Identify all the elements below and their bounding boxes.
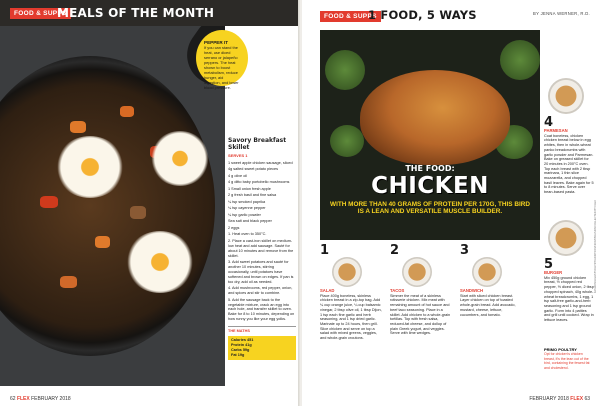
- way-tacos: [390, 244, 452, 336]
- byline: BY JENNA WERNER, R.D.: [533, 11, 590, 16]
- recipe-column: [228, 138, 296, 360]
- way-name: SALAD: [320, 288, 335, 293]
- ingredient: 2 g fresh basil and fine salsa: [228, 193, 277, 198]
- way-text: Place 400g boneless, skinless chicken breast in a zip-top bag. Add ¼ cup orange juice, ¼ cup balsamic vinegar, 2 tbsp olive oil, 1 tbsp Dijon, 1 tsp each fine garlic and herb seasoning, and 1 tsp dried garlic. Marinate up to 24 hours, then grill. Slice chicken and serve on top a salad with mixed greens, veggies, and whole-grain croutons.: [320, 293, 382, 341]
- way-name: TACOS: [390, 288, 405, 293]
- folio-brand: FLEX: [570, 396, 584, 402]
- callout-body: If you can stand the heat, use diced serrano or jalapeño peppers. The heat shown to boost metabolism, reduce hunger, aid digestion, and lower blood pressure.: [204, 45, 239, 90]
- way-number: 5: [544, 257, 554, 272]
- page-title: 1 FOOD, 5 WAYS: [368, 8, 477, 22]
- fried-egg: [125, 231, 195, 293]
- callout-heading: PEPPER IT: [204, 40, 228, 45]
- way-number: 3: [460, 243, 470, 258]
- fried-egg: [55, 136, 125, 198]
- way-parmesan: [544, 78, 594, 195]
- recipe-step: 2. Place a cast-iron skillet on medium-low heat and add sausage. Sauté for about 10 minutes and remove from the skillet.: [228, 238, 294, 258]
- sweet-potato-piece: [70, 121, 86, 133]
- brussels-sprouts: [500, 40, 540, 80]
- way-text: Simmer the meat of a skinless rotisserie chicken. Mix meat with remaining amount of hot sauce and beef taco seasoning. Place in a skillet. Add chicken to a whole-grain tortillas. Top with fresh salsa, reduced-fat cheese, and dollop of plain Greek yogurt, and veggies. Serve with lime wedges.: [390, 293, 451, 336]
- way-number: 1: [320, 243, 330, 258]
- way-name: SANDWICH: [460, 288, 484, 293]
- tacos-thumbnail: [402, 257, 432, 287]
- recipe-step: 3. Add sweet potatoes and sauté for another 10 minutes, stirring occasionally, until potatoes have softened and brown on edges. If pan is too dry, add oil as needed.: [228, 260, 294, 284]
- recipe-title: Savory Breakfast Skillet: [228, 137, 287, 151]
- chicken-hero-panel: [320, 30, 540, 240]
- ingredient: ¼ tsp garlic powder: [228, 212, 261, 217]
- ingredient: 4g salted sweet potato pieces: [228, 167, 279, 172]
- brussels-sprouts: [330, 125, 364, 157]
- left-folio: [10, 396, 71, 402]
- vertical-credit: FASHION/LIGHT/POULTRY/ADDITION/FROM BRANDS/COLLECTED BY FLEX: [594, 200, 597, 294]
- sandwich-thumbnail: [472, 257, 502, 287]
- way-name: PARMESAN: [544, 128, 568, 133]
- way-number: 4: [544, 115, 554, 130]
- way-text: Coat boneless, chicken chicken breast below in egg whites, then in whole-wheat panko breadcrumbs with garlic powder and Parmesan. Bake on greased skillet for 20 minutes in 200°C oven. Top each breast with 2 tbsp marinara, 1 thin slice mozzarella, and chopped basil leaves. Bake again for 5 to 8 minutes. Serve over bean-based pasta.: [544, 133, 594, 195]
- steps-list: [228, 232, 296, 322]
- section-tag: FOOD & SUPPS: [320, 11, 381, 22]
- hero-word: CHICKEN: [371, 173, 489, 199]
- ingredient: Sea salt and black pepper: [228, 219, 272, 224]
- mushroom-piece: [130, 206, 146, 219]
- nutrition-item: Carbs 59g: [231, 347, 250, 352]
- right-page: [302, 0, 600, 406]
- skillet-pan: [0, 56, 215, 356]
- left-header: [0, 0, 300, 26]
- nutrition-item: Protein 41g: [231, 343, 252, 347]
- roast-chicken: [360, 70, 510, 165]
- salad-thumbnail: [332, 257, 362, 287]
- page-number: 62: [10, 396, 16, 402]
- hero-subhead: WITH MORE THAN 40 GRAMS OF PROTEIN PER 170G, THIS BIRD IS A LEAN AND VERSATILE MUSCLE BUILDER.: [330, 201, 530, 216]
- page-number: 63: [584, 396, 590, 402]
- way-salad: [320, 244, 382, 341]
- way-text: Start with sliced chicken breast. Layer chicken on top of toasted whole-grain bread. Add avocado, mustard, cheese, lettuce, cucumbers, and tomato.: [460, 293, 516, 317]
- red-pepper-piece: [40, 196, 58, 208]
- poultry-heading: PRIMO POULTRY: [544, 347, 577, 352]
- recipe-step: 1. Heat oven to 350°C.: [228, 232, 267, 237]
- section-tag: FOOD & SUPPS: [10, 8, 71, 19]
- ingredients-list: [228, 161, 296, 231]
- nutrition-item: Fat 19g: [231, 352, 245, 357]
- folio-brand: FLEX: [16, 396, 30, 402]
- ingredient: 4 g olive oil: [228, 173, 247, 178]
- page-title: MEALS OF THE MONTH: [57, 6, 215, 20]
- burger-thumbnail: [548, 220, 584, 256]
- ingredient: ¼ tsp smoked paprika: [228, 199, 266, 204]
- poultry-text: Opt for chicken's chicken breast, it's the lean cut of the bird, containing the fewest fat and cholesterol.: [544, 352, 590, 370]
- right-folio: [529, 396, 590, 402]
- way-burger: [544, 220, 594, 323]
- sweet-potato-piece: [120, 106, 134, 117]
- ingredient: 4 g ditto baby portobello mushrooms: [228, 180, 290, 185]
- nutrition-block: [228, 326, 296, 360]
- recipe-step: 5. Add the sausage back to the vegetable mixture, crack an egg into each hole, and transfer skillet to oven. Bake for 8 to 10 minutes, depending on how runny you like your egg yolks.: [228, 297, 295, 322]
- ingredient: ¼ tsp cayenne pepper: [228, 206, 266, 211]
- ingredient: 1 Small onion fresh apple: [228, 186, 271, 191]
- recipe-serves: SERVES 1: [228, 153, 248, 158]
- ingredient: 1 sweet apple chicken sausage, sliced: [228, 160, 293, 165]
- way-number: 2: [390, 243, 400, 258]
- sweet-potato-piece: [60, 276, 77, 288]
- hero-kicker: THE FOOD:: [405, 164, 455, 173]
- ingredient: 2 eggs: [228, 225, 240, 230]
- fried-egg: [150, 131, 210, 186]
- nutrition-heading: THE MATHS: [228, 329, 250, 334]
- nutrition-item: Calories 451: [231, 338, 254, 343]
- folio-date: FEBRUARY 2018: [529, 396, 569, 402]
- sweet-potato-piece: [95, 236, 110, 248]
- nutrition-values: [228, 336, 296, 360]
- way-sandwich: [460, 244, 522, 317]
- parmesan-thumbnail: [548, 78, 584, 114]
- pepper-callout: [196, 30, 248, 90]
- skillet-photo: [0, 26, 225, 386]
- folio-date: FEBRUARY 2018: [31, 396, 71, 402]
- poultry-note: [544, 348, 592, 370]
- way-text: Mix 450g ground chicken breast, ½ chopped red pepper, ½ diced onion, 2 tbsp chopped spinach, 40g whole-wheat breadcrumbs, 1 egg, 1 tsp salt-free garlic-and-herb seasoning and 1 tsp ground garlic. Form into 4 patties and grill until cooked. Wrap in lettuce leaves.: [544, 275, 594, 323]
- recipe-step: 4. Add mushrooms, red pepper, onion, and spices and stir to combine.: [228, 286, 293, 296]
- way-name: BURGER: [544, 270, 563, 275]
- brussels-sprouts: [325, 50, 365, 90]
